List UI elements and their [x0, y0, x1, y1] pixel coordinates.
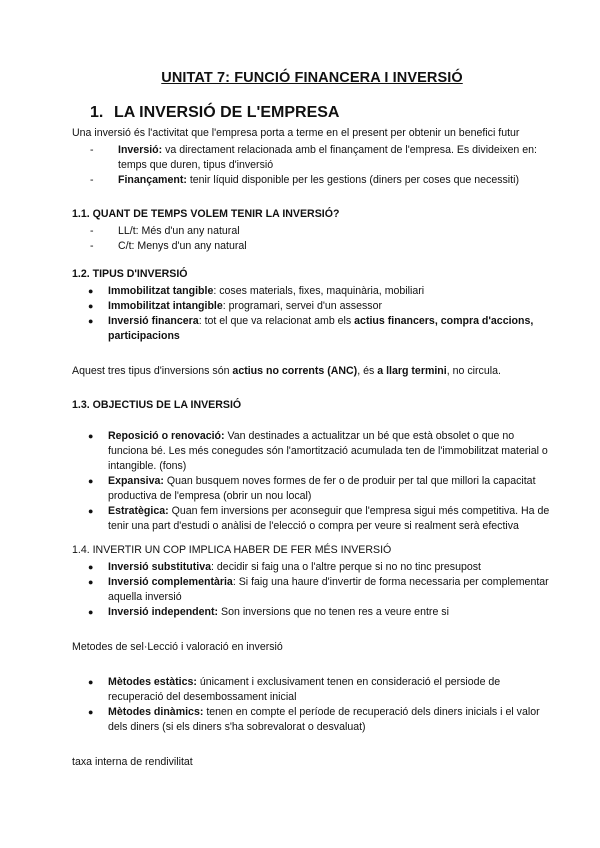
section-1-3-list [72, 429, 552, 534]
item-text: : tot el que va relacionat amb els [198, 315, 355, 327]
item-term: Immobilitzat tangible [108, 285, 214, 297]
dash-bullet: - [90, 144, 94, 156]
item-term: Mètodes estàtics: [108, 676, 197, 688]
item-text: Quan busquem noves formes de fer o de produir per tal que millori la capacitat productiva de l'empresa (obrir un nou local) [108, 475, 536, 502]
section-1-2-list [72, 284, 552, 344]
dot-bullet: ● [88, 301, 94, 311]
item-text: C/t: Menys d'un any natural [118, 240, 247, 252]
dot-bullet: ● [88, 677, 94, 687]
item-text: : Si faig una haure d'invertir de forma necessaria per complementar aquella inversió [108, 576, 549, 603]
section-1-2-summary [72, 364, 552, 379]
methods-heading: Metodes de sel·Lecció i valoració en inversió [72, 641, 283, 653]
item-term: Inversió complementària [108, 576, 233, 588]
list-item [72, 314, 552, 344]
list-item [72, 504, 552, 534]
section-1-intro: Una inversió és l'activitat que l'empresa porta a terme en el present per obtenir un benefici futur [72, 127, 520, 139]
dot-bullet: ● [88, 316, 94, 326]
page-title: UNITAT 7: FUNCIÓ FINANCERA I INVERSIÓ [161, 70, 463, 86]
list-item [72, 474, 552, 504]
item-term: Immobilitzat intangible [108, 300, 223, 312]
dot-bullet: ● [88, 431, 94, 441]
item-term: Inversió substitutiva [108, 561, 212, 573]
section-1-4-list [72, 560, 552, 620]
dot-bullet: ● [88, 286, 94, 296]
item-term: Reposició o renovació: [108, 430, 225, 442]
summary-text: Aquest tres tipus d'inversions són [72, 365, 233, 377]
dash-bullet: - [90, 225, 94, 237]
item-term: Mètodes dinàmics: [108, 706, 204, 718]
item-term: Inversió independent: [108, 606, 219, 618]
item-text: : programari, servei d'un assessor [222, 300, 383, 312]
item-term: Inversió: [118, 144, 163, 156]
section-1-2-heading: 1.2. TIPUS D'INVERSIÓ [72, 268, 188, 280]
list-item [72, 299, 552, 314]
list-item [72, 224, 552, 239]
section-1-1-list [72, 224, 552, 254]
dash-bullet: - [90, 174, 94, 186]
list-item [72, 429, 552, 474]
item-term-2: actius financers, compra d'accions, participacions [108, 315, 534, 342]
dash-bullet: - [90, 240, 94, 252]
summary-bold: actius no corrents (ANC) [232, 365, 358, 377]
summary-text: , és [357, 365, 378, 377]
footer-note: taxa interna de rendivilitat [72, 756, 193, 768]
item-text: Van destinades a actualitzar un bé que està obsolet o que no funciona bé. Les més conegudes són l'amortització acumulada ten de l'immobilitzat material o intangible. (fons) [108, 430, 548, 472]
item-text: va directament relacionada amb el finançament de l'empresa. Es divideixen en: temps que duren, tipus d'inversió [118, 144, 537, 171]
item-text: Son inversions que no tenen res a veure entre si [218, 606, 449, 618]
dot-bullet: ● [88, 506, 94, 516]
section-1-4-heading: 1.4. INVERTIR UN COP IMPLICA HABER DE FER MÉS INVERSIÓ [72, 544, 392, 556]
list-item [72, 560, 552, 575]
section-1-title: LA INVERSIÓ DE L'EMPRESA [114, 104, 340, 121]
dot-bullet: ● [88, 476, 94, 486]
item-text: : decidir si faig una o l'altre perque si no no tinc presupost [211, 561, 481, 573]
list-item [72, 675, 552, 705]
list-item [72, 239, 552, 254]
section-1-number: 1. [90, 104, 104, 121]
item-term: Inversió financera [108, 315, 199, 327]
summary-text: , no circula. [446, 365, 501, 377]
dot-bullet: ● [88, 707, 94, 717]
list-item [72, 705, 552, 735]
item-text: LL/t: Més d'un any natural [118, 225, 240, 237]
item-text: Quan fem inversions per aconseguir que l'empresa sigui més competitiva. Ha de tenir una part d'estudi o anàlisi de l'elecció o compra per veure si realment serà efectiva [108, 505, 550, 532]
item-text: tenen en compte el període de recuperació dels diners inicials i el valor dels diners (si els diners s'ha sobrevalorat o desvaluat) [108, 706, 540, 733]
item-text: únicament i exclusivament tenen en consideració el persiode de recuperació del desembossament inicial [108, 676, 501, 703]
section-1-3-heading: 1.3. OBJECTIUS DE LA INVERSIÓ [72, 399, 242, 411]
item-text: tenir líquid disponible per les gestions (diners per coses que necessiti) [186, 174, 519, 186]
list-item [72, 284, 552, 299]
section-1-heading [90, 104, 552, 122]
list-item [72, 605, 552, 620]
item-term: Estratègica: [108, 505, 169, 517]
dot-bullet: ● [88, 577, 94, 587]
item-text: : coses materials, fixes, maquinària, mobiliari [213, 285, 425, 297]
list-item [72, 143, 552, 173]
summary-bold: a llarg termini [377, 365, 447, 377]
dot-bullet: ● [88, 607, 94, 617]
section-1-list [72, 143, 552, 188]
list-item [72, 173, 552, 188]
section-1-1-heading: 1.1. QUANT DE TEMPS VOLEM TENIR LA INVERSIÓ? [72, 208, 340, 220]
item-term: Expansiva: [108, 475, 164, 487]
item-term: Finançament: [118, 174, 187, 186]
list-item [72, 575, 552, 605]
methods-list [72, 675, 552, 735]
dot-bullet: ● [88, 562, 94, 572]
